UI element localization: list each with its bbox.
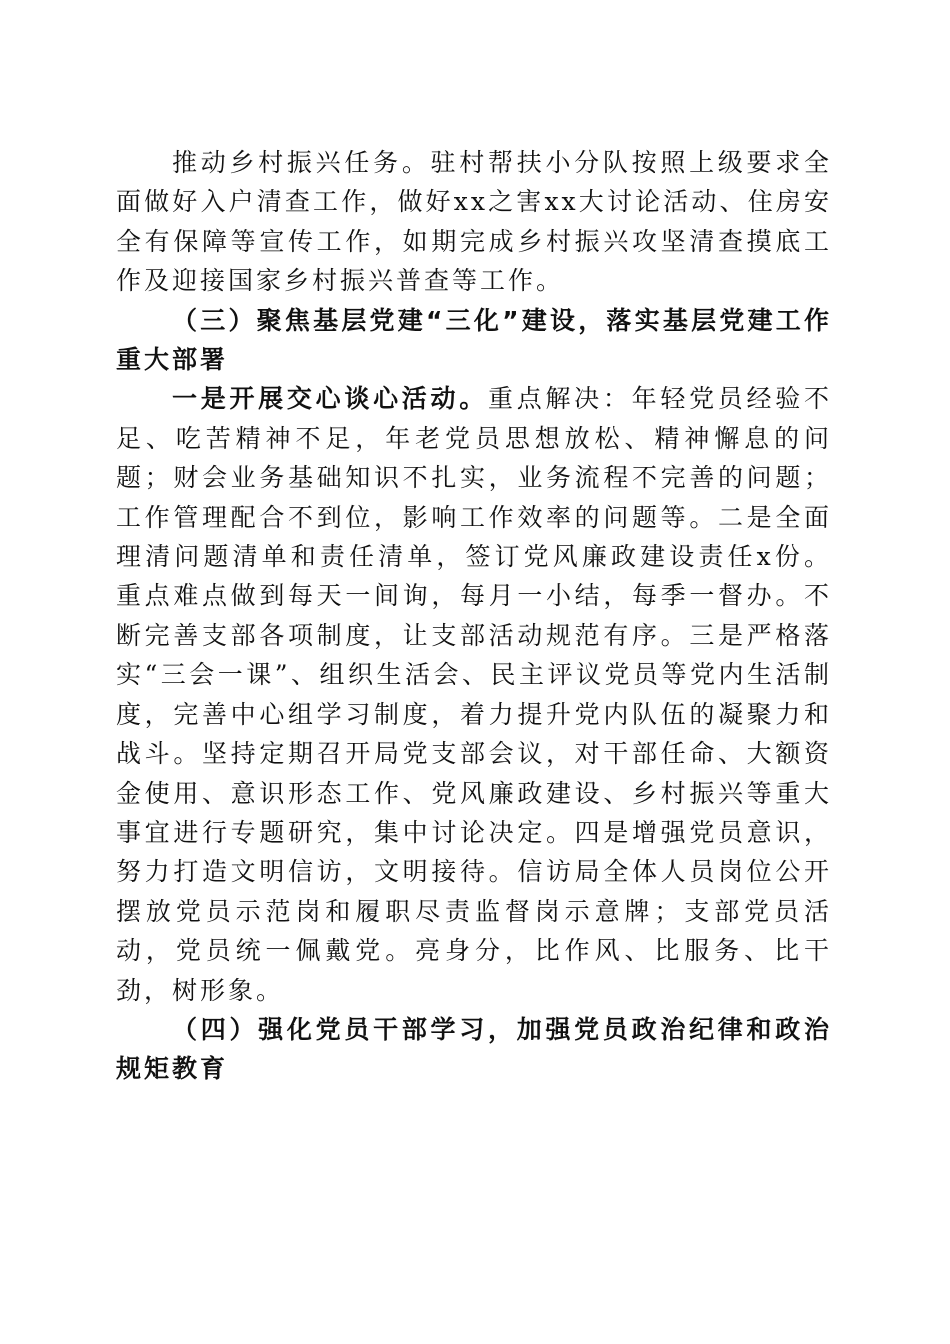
section-heading-four: （四）强化党员干部学习，加强党员政治纪律和政治规矩教育 xyxy=(116,1014,832,1084)
document-body xyxy=(116,143,832,1089)
section-heading-three: （三）聚焦基层党建“三化”建设，落实基层党建工作重大部署 xyxy=(116,305,832,375)
paragraph-body: 重点解决：年轻党员经验不足、吃苦精神不足，年老党员思想放松、精神懈息的问题；财会业务基础知识不扎实，业务流程不完善的问题；工作管理配合不到位，影响工作效率的问题等。二是全面理清问题清单和责任清单，签订党风廉政建设责任x份。重点难点做到每天一间询，每月一小结，每季一督办。不断完善支部各项制度，让支部活动规范有序。三是严格落实“三会一课”、组织生活会、民主评议党员等党内生活制度，完善中心组学习制度，着力提升党内队伍的凝聚力和战斗。坚持定期召开局党支部会议，对干部任命、大额资金使用、意识形态工作、党风廉政建设、乡村振兴等重大事宜进行专题研究，集中讨论决定。四是增强党员意识，努力打造文明信访，文明接待。信访局全体人员岗位公开摆放党员示范岗和履职尽责监督岗示意牌；支部党员活动，党员统一佩戴党。亮身分，比作风、比服务、比干劲，树形象。 xyxy=(116,384,832,1005)
paragraph-rural-revitalization: 推动乡村振兴任务。驻村帮扶小分队按照上级要求全面做好入户清查工作，做好xx之害xx大讨论活动、住房安全有保障等宣传工作，如期完成乡村振兴攻坚清查摸底工作及迎接国家乡村振兴普查等工作。 xyxy=(116,148,832,296)
paragraph-party-building xyxy=(116,379,832,1010)
paragraph-lead: 一是开展交心谈心活动。 xyxy=(172,384,488,414)
